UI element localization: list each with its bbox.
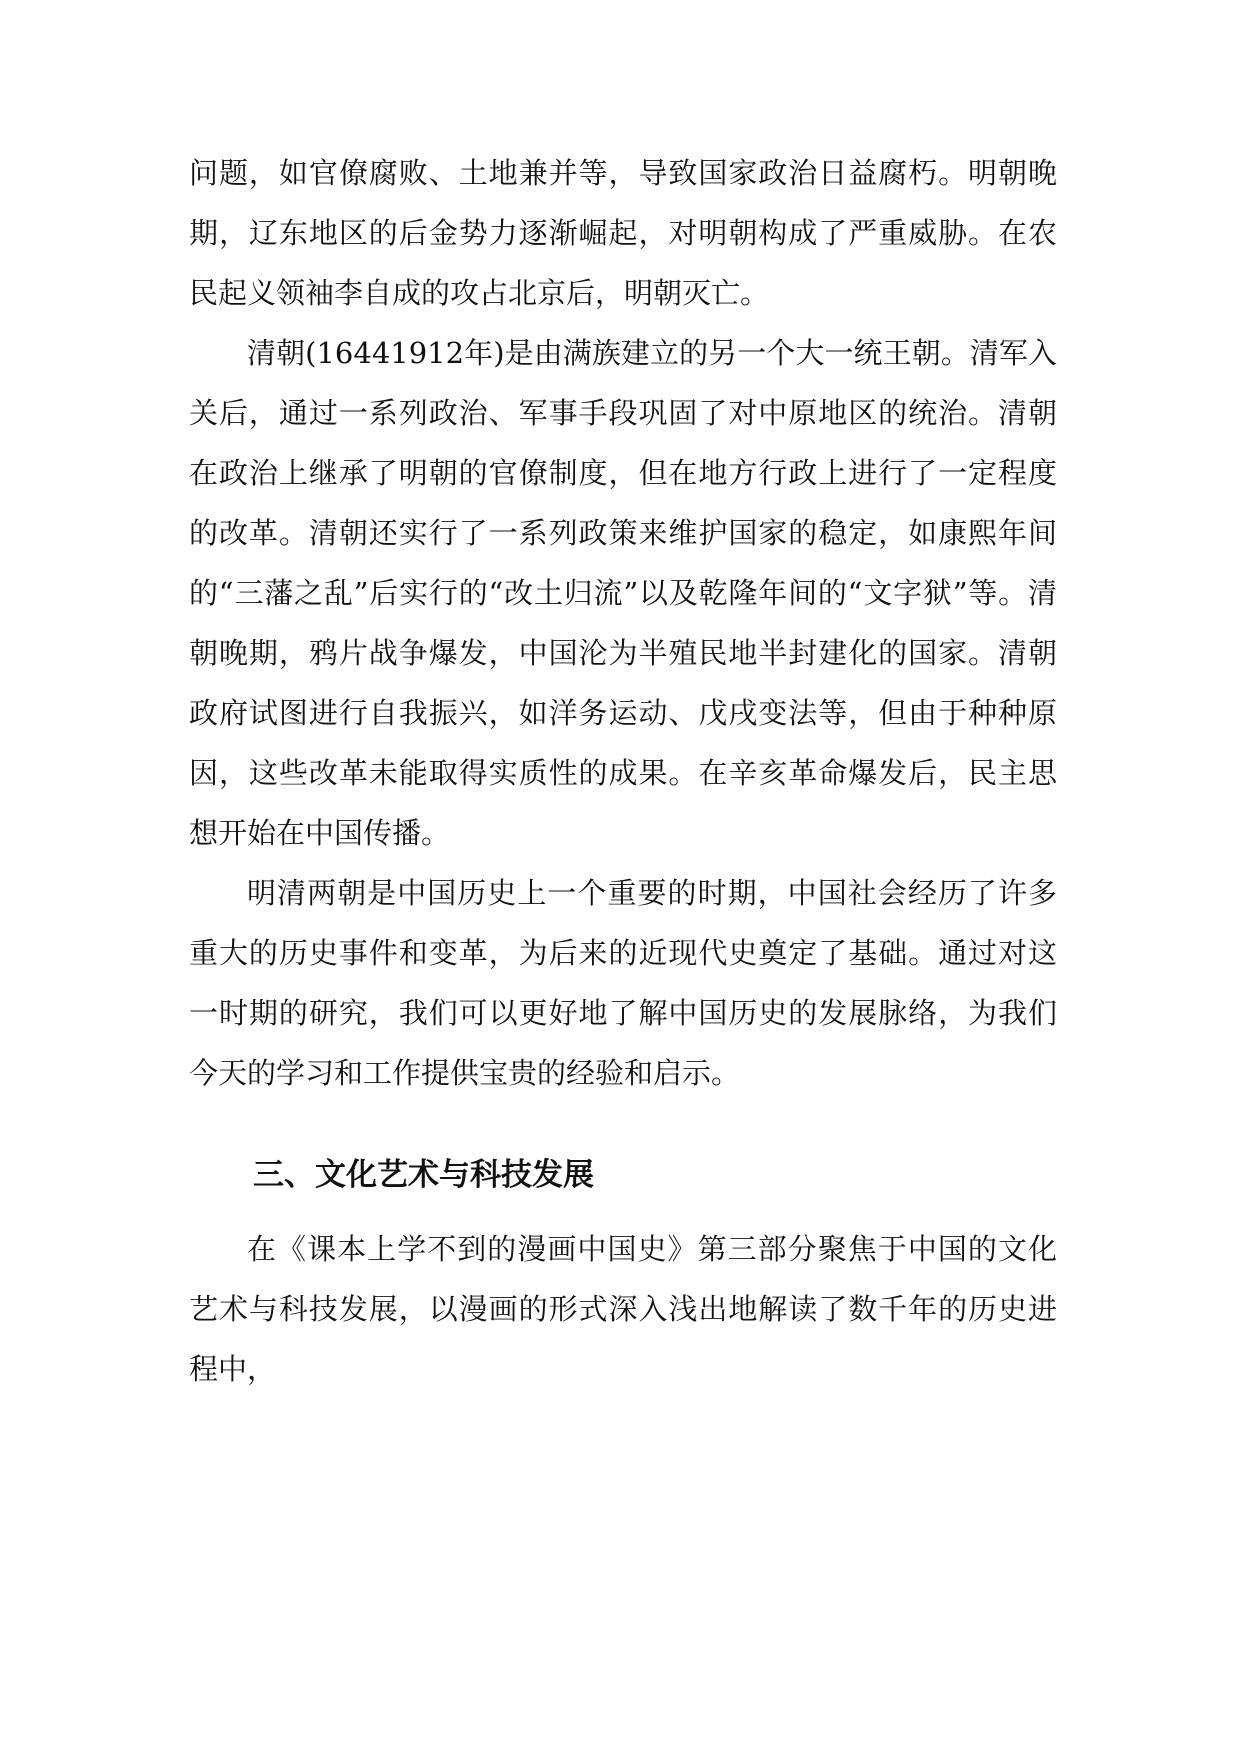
- section-heading: 三、文化艺术与科技发展: [253, 1157, 594, 1193]
- paragraph-qing-dynasty: 清朝(16441912年)是由满族建立的另一个大一统王朝。清军入关后，通过一系列政治、军事手段巩固了对中原地区的统治。清朝在政治上继承了明朝的官僚制度，但在地方行政上进行了一定程度的改革。清朝还实行了一系列政策来维护国家的稳定，如康熙年间的“三藩之乱”后实行的“改土归流”以及乾隆年间的“文字狱”等。清朝晚期，鸦片战争爆发，中国沦为半殖民地半封建化的国家。清朝政府试图进行自我振兴，如洋务运动、戊戌变法等，但由于种种原因，这些改革未能取得实质性的成果。在辛亥革命爆发后，民主思想开始在中国传播。: [189, 336, 1057, 850]
- paragraph-ming-decline: 问题，如官僚腐败、土地兼并等，导致国家政治日益腐朽。明朝晚期，辽东地区的后金势力逐渐崛起，对明朝构成了严重威胁。在农民起义领袖李自成的攻占北京后，明朝灭亡。: [189, 156, 1057, 310]
- paragraph-ming-qing-summary: 明清两朝是中国历史上一个重要的时期，中国社会经历了许多重大的历史事件和变革，为后来的近现代史奠定了基础。通过对这一时期的研究，我们可以更好地了解中国历史的发展脉络，为我们今天的学习和工作提供宝贵的经验和启示。: [189, 876, 1057, 1090]
- document-page: [189, 143, 1057, 1399]
- paragraph-culture-intro: 在《课本上学不到的漫画中国史》第三部分聚焦于中国的文化艺术与科技发展，以漫画的形式深入浅出地解读了数千年的历史进程中，: [189, 1232, 1057, 1386]
